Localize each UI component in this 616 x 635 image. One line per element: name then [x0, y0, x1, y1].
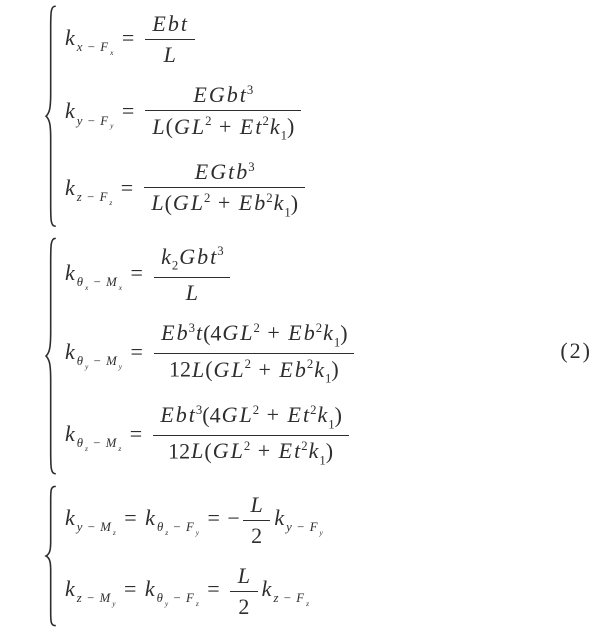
left-brace-icon [44, 4, 57, 228]
equation-kthetax-mx: k $_{\theta _x - M _x}$= $k_2Gbt^3$ L [64, 236, 357, 312]
equation-kz-my-coupling: k $_{z - M _y}$= k $_{\theta _y - F _z}$= $\frac{L}{2}$ k $_{z - F _z}$ [65, 562, 309, 619]
equation-number: (2) [560, 338, 592, 363]
equation-list [64, 485, 324, 627]
equation-system [44, 4, 357, 635]
equation-group-rotational-stiffness [44, 236, 357, 476]
equation-list [64, 4, 308, 228]
equation-kthetaz-mz: k $_{\theta _z - M _z}$= $Ebt^3(4GL^2 + Et^2k_1)$ $12L(GL^2 + Et^2k_1)$ [64, 395, 357, 477]
equation-list [64, 236, 357, 476]
equation-ky-fy: k $_{y - F _y}$= EGbt$^3$ $L(GL^2 + Et^2k_1)$ [64, 75, 308, 152]
equation-kthetay-my: k $_{\theta _y - M _y}$= $\frac{Eb^3t(4GL^2 + Eb^2k_1)}{12L(GL^2 + Eb^2k_1)}$ [64, 313, 357, 395]
equation-group-linear-stiffness [44, 4, 357, 228]
left-brace-icon [44, 236, 57, 476]
left-brace-icon [44, 485, 57, 627]
equation-ky-mz-coupling: k $_{y - M _z}$= k $_{\theta _z - F _y}$= − $\frac{L}{2}$ k $_{y - F _y}$ [65, 491, 323, 548]
equation-kx-fx: k $_{x - F _x}$= Ebt L [64, 4, 308, 75]
equation-group-coupling-stiffness [44, 485, 357, 627]
equation-kz-fz: k $_{z - F _z}$= EGtb$^3$ $L(GL^2 + Eb^2k_1)$ [64, 152, 308, 229]
